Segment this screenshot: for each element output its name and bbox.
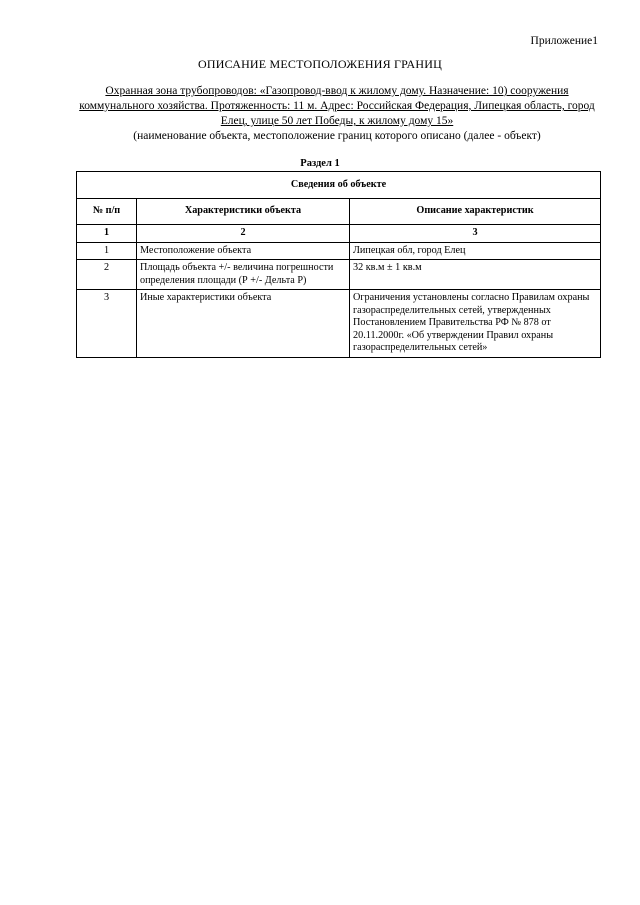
- column-number: 2: [137, 225, 350, 243]
- table-column-header-row: [77, 199, 601, 225]
- row-number: 2: [77, 260, 137, 290]
- appendix-label: Приложение1: [530, 35, 598, 47]
- table-column-number-row: [77, 225, 601, 243]
- column-number: 3: [350, 225, 601, 243]
- row-characteristic: Иные характеристики объекта: [137, 290, 350, 358]
- table-row: [77, 290, 601, 358]
- column-header-characteristic: Характеристики объекта: [137, 199, 350, 225]
- column-number: 1: [77, 225, 137, 243]
- object-description-block: [72, 84, 602, 144]
- object-info-table: [76, 171, 601, 358]
- row-description: 32 кв.м ± 1 кв.м: [350, 260, 601, 290]
- object-caption: (наименование объекта, местоположение границ которого описано (далее - объект): [133, 130, 541, 142]
- row-number: 1: [77, 242, 137, 260]
- table-section-header-row: [77, 172, 601, 199]
- table-row: [77, 242, 601, 260]
- row-description: Ограничения установлены согласно Правилам охраны газораспределительных сетей, утвержденных Постановлением Правительства РФ № 878 от 20.11.2000г. «Об утверждении Правил охраны газораспределительных сетей»: [350, 290, 601, 358]
- table-row: [77, 260, 601, 290]
- object-description: Охранная зона трубопроводов: «Газопровод-ввод к жилому дому. Назначение: 10) сооружения коммунального хозяйства. Протяженность: 11 м. Адрес: Российская Федерация, Липецкая область, город Елец, улице 50 лет Победы, к жилому дому 15»: [79, 85, 595, 127]
- table-section-header: Сведения об объекте: [77, 172, 601, 199]
- row-characteristic: Площадь объекта +/- величина погрешности определения площади (Р +/- Дельта Р): [137, 260, 350, 290]
- column-header-description: Описание характеристик: [350, 199, 601, 225]
- column-header-number: № п/п: [77, 199, 137, 225]
- section-title: Раздел 1: [300, 158, 340, 169]
- row-number: 3: [77, 290, 137, 358]
- row-characteristic: Местоположение объекта: [137, 242, 350, 260]
- document-title: ОПИСАНИЕ МЕСТОПОЛОЖЕНИЯ ГРАНИЦ: [198, 57, 442, 71]
- row-description: Липецкая обл, город Елец: [350, 242, 601, 260]
